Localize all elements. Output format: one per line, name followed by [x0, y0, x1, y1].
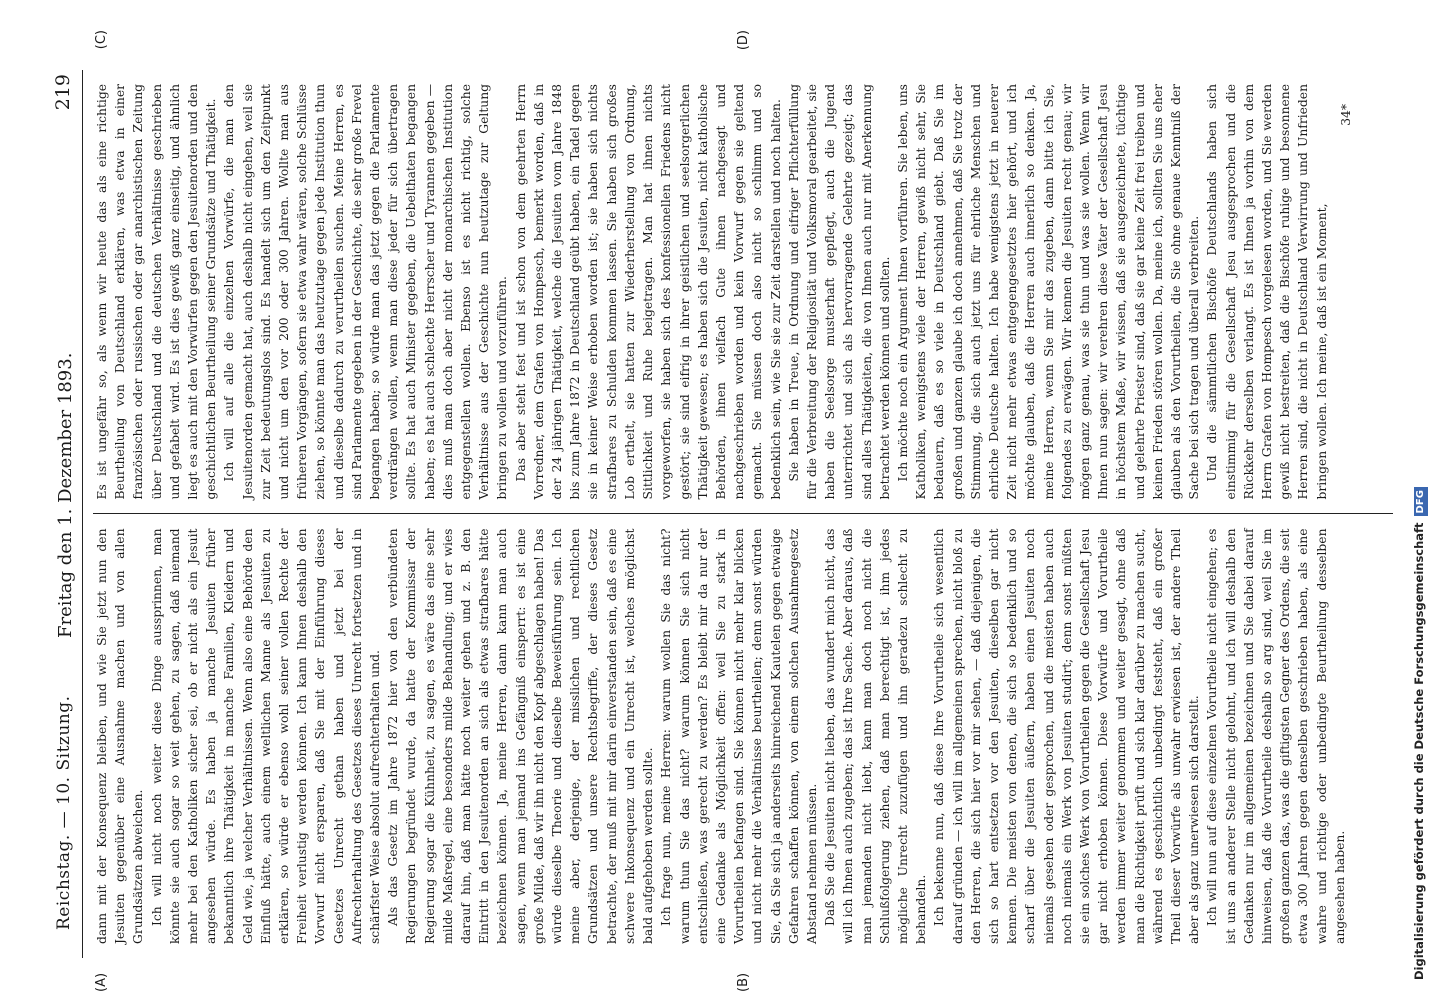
- paragraph: Daß Sie die Jesuiten nicht lieben, das wundert mich nicht, das will ich Ihnen auch zugeben; das ist Ihre Sache. Aber daraus, daß man jemanden nicht liebt, kann man doch noch nicht die Schlußfolgerung ziehen, daß man berechtigt ist, ihm jedes mögliche Unrecht zuzufügen und ihn geradezu schlecht zu behandeln.: [823, 528, 929, 944]
- paragraph: Das aber steht fest und ist schon von dem geehrten Herrn Vorredner, dem Grafen von Hompesch, bemerkt worden, daß in der 24 jährigen Thätigkeit, welche die Jesuiten vom Jahre 1848 bis zum Jahre 1872 in Deutschland geübt haben, ein Tadel gegen sie in keiner Weise erhoben worden ist; sie haben sich nichts strafbares zu Schulden kommen lassen. Sie haben sich großes Lob erthelt, sie hatten zur Wiederherstellung von Ordnung, Sittlichkeit und Ruhe beigetragen. Man hat ihnen nichts vorgeworfen, sie haben sich des konfessionellen Friedens nicht gestört; sie sind eifrig in ihrer geistlichen und seelsorgerlichen Thätigkeit gewesen; es haben sich die Jesuiten, nicht katholische Behörden, ihnen vielfach Gute ihnen nachgesagt und nachgeschrieben worden und kein Vorwurf gegen sie geltend gemacht. Sie müssen doch also nicht so schlimm und so bedenklich sein, wie Sie sie zur Zeit darstellen und noch halten.: [513, 84, 783, 500]
- paragraph: dann mit der Konsequenz bleiben, und wie Sie jetzt nun den Jesuiten gegenüber eine Ausnahme machen und von allen Grundsätzen abweichen.: [95, 528, 146, 944]
- margin-marker-b: (B): [736, 972, 751, 992]
- paragraph: Ich frage nun, meine Herren: warum wollen Sie das nicht? warum thun Sie das nicht? warum können Sie sich nicht entschließen, was gerecht zu werden? Es bleibt mir da nur der eine Gedanke als Möglichkeit offen: weil Sie zu stark in Vorurtheilen befangen sind. Sie können nicht mehr klar blicken und nicht mehr die Verhältnisse beurtheilen; denn sonst würden Sie, da Sie sich ja anderseits hinreichend Kautelen gegen etwaige Gefahren schaffen können, von einem solchen Ausnahmegesetz Abstand nehmen müssen.: [659, 528, 819, 944]
- paragraph: Und die sämmtlichen Bischöfe Deutschlands haben sich einstimmig für die Gesellschaft Jesu ausgesprochen und die Rückkehr derselben verlangt. Es ist Ihnen ja vorhin von dem Herrn Grafen von Hompesch vorgelesen worden, und Sie werden gewiß nicht bestreiten, daß die Bischöfe ruhige und besonnene Herren sind, die nicht in Deutschland Verwirrung und Unfrieden bringen wollen. Ich meine, daß ist ein Moment,: [1205, 84, 1329, 500]
- margin-marker-a: (A): [94, 972, 109, 992]
- paragraph: Ich bekenne nun, daß diese Ihre Vorurtheile sich wesentlich darauf gründen — ich will im allgemeinen sprechen, nicht bloß zu den Herren, die sich hier vor mir sehen, — daß diejenigen, die sich so hart entsetzen vor den Jesuiten, dieselben gar nicht kennen. Die meisten von denen, die sich so bedenklich und so scharf über die Jesuiten äußern, haben einen Jesuiten noch niemals gesehen oder gesprochen, und die meisten haben auch noch niemals ein Werk von Jesuiten studirt; denn sonst müßten sie ein solches Werk von Vorurtheilen gegen die Gesellschaft Jesu gar nicht erhoben können. Diese Vorwürfe und Vorurtheile werden immer weiter genommen und weiter gesagt, ohne daß man die Richtigkeit prüft und sich klar darüber zu machen sucht, während es geschichtlich unbedingt feststeht, daß ein großer Theil dieser Vorwürfe als unwahr erwiesen ist, der andere Theil aber als ganz unerwiesen sich darstellt.: [932, 528, 1202, 944]
- margin-marker-c: (C): [94, 30, 109, 50]
- page-header: [44, 70, 83, 958]
- signature-mark: 34*: [1338, 104, 1353, 126]
- left-column: [93, 515, 1393, 992]
- header-date: Freitag den 1. Dezember 1893.: [55, 352, 76, 638]
- digitization-sidebar: [1408, 20, 1430, 980]
- paragraph: Ich möchte noch ein Argument Ihnen vorführen. Sie leben, uns Katholiken, wenigstens viele der Herren, gewiß nicht sehr, Sie bedauern, daß es so viele in Deutschland giebt. Daß Sie im großen und ganzen glaube ich doch annehmen, daß Sie trotz der Stimmung, die sich auch jetzt uns für ehrliche Menschen und ehrliche Deutsche halten. Ich habe wenigstens jetzt in neuerer Zeit nicht mehr etwas entgegengesetztes hier gehört, und ich möchte glauben, daß die Herren auch innerlich so denken. Ja, meine Herren, wenn Sie mir das zugeben, dann bitte ich Sie, folgendes zu erwägen. Wir kennen die Jesuiten recht genau; wir mögen ganz genau, was sie thun und was sie wollen. Wenn wir Ihnen nun sagen: wir verehren diese Väter der Gesellschaft Jesu in höchstem Maße, wir wissen, daß sie ausgezeichnete, tüchtige und gelehrte Priester sind, daß sie gar keine Zeit frei treiben und keinen Frieden stören wollen. Da, meine ich, sollten Sie uns eher glauben als den Vorurtheilen, die Sie ohne genaue Kenntniß der Sache bei sich tragen und überall verbreiten.: [895, 84, 1202, 500]
- paragraph: Sie haben in Treue, in Ordnung und eifriger Pflichterfüllung für die Verbreitung der Religiosität und Volksmoral gearbeitet, sie haben die Seelsorge musterhaft gepflegt, auch die Jugend unterrichtet und sich als hervorragende Gelehrte gezeigt; das sind alles Thätigkeiten, die von Ihnen auch nur mit Anerkennung betrachtet werden können und sollten.: [786, 84, 892, 500]
- right-column: [93, 30, 1393, 515]
- digitization-note: [1408, 20, 1430, 980]
- margin-marker-d: (D): [736, 30, 751, 51]
- digitization-text: Digitalisierung gefördert durch die Deutsche Forschungsgemeinschaft: [1412, 522, 1426, 980]
- paragraph: Ich will nicht noch weiter diese Dinge aussprinnen, man könnte sie auch sogar so weit gehen, zu sagen, daß niemand mehr bei den Katholiken sicher sei, ob er nicht als ein Jesuit angesehen würde. Es haben ja manche Jesuiten früher bekanntlich ihre Thätigkeit in manche Familien, Kleidern und Geld wie, ja welcher Verhältnissen. Wenn also eine Behörde den Einfluß hätte, auch einem weltlichen Manne als Jesuiten zu erklären, so würde er ebenso wohl seiner vollen Rechte der Freiheit verlustig werden können. Ich kann Ihnen deshalb den Vorwurf nicht ersparen, daß Sie mit der Einführung dieses Gesetzes Unrecht gethan haben und jetzt bei der Aufrechterhaltung des Gesetzes dieses Unrecht fortsetzen und in schärfster Weise absolut aufrechterhalten und.: [149, 528, 383, 944]
- header-left: Reichstag. — 10. Sitzung.: [54, 695, 74, 930]
- paragraph: Es ist ungefähr so, als wenn wir heute das als eine richtige Beurtheilung von Deutschland erklären, was etwa in einer französischen oder russischen oder gar anarchistischen Zeitung über Deutschland und die deutschen Verhältnisse geschrieben und gefabelt wird. Es ist dies gewiß ganz einseitig, und ähnlich liegt es auch mit den Vorwürfen gegen den Jesuitenorden und den geschichtlichen Beurtheilung seiner Grundsätze und Thätigkeit.: [95, 84, 219, 500]
- page-number: 219: [52, 74, 74, 111]
- text-columns: [93, 30, 1393, 992]
- paragraph: Ich will auf alle die einzelnen Vorwürfe, die man den Jesuitenorden gemacht hat, auch deshalb nicht eingehen, weil sie zur Zeit bedeutungslos sind. Es handelt sich um den Zeitpunkt und nicht um den vor 200 oder 300 Jahren. Wollte man aus früheren Vorgängen, sofern sie etwa wahr wären, solche Schlüsse ziehen, so könnte man das heutzutage gegen jede Institution thun und dieselbe dadurch zu verurtheilen suchen. Meine Herren, es sind Parlamente gegeben in der Geschichte, die sehr große Frevel begangen haben; so würde man das jetzt gegen die Parlamente verdrängen wollen, wenn man diese jeder für sich übertragen sollte. Es hat auch Minister gegeben, die Uebelthaten begangen haben; es hat auch schlechte Herrscher und Tyrannen gegeben — dies muß man doch aber nicht der monarchischen Institution entgegenstellen wollen. Ebenso ist es nicht richtig, solche Verhältnisse aus der Geschichte nun heutzutage zur Geltung bringen zu wollen und vorzuführen.: [222, 84, 510, 500]
- dfg-logo: DFG: [1414, 487, 1428, 516]
- paragraph: Ich will nun auf diese einzelnen Vorurtheile nicht eingehen; es ist uns an anderer Stelle nicht gelohnt, und ich will deshalb den Gedanken nur im allgemeinen bezeichnen und Sie dabei darauf hinweisen, daß die Vorurtheile deshalb so arg sind, weil Sie im großen ganzen das, was die giftigsten Gegner des Ordens, die seit etwa 300 Jahren gegen denselben geschrieben haben, als eine wahre und richtige oder unbedingte Beurtheilung desselben angesehen haben.: [1205, 528, 1347, 944]
- paragraph: Als das Gesetz im Jahre 1872 hier von den verbündeten Regierungen begründet wurde, da hatte der Kommissar der Regierung sogar die Kühnheit, zu sagen, es wäre das eine sehr milde Maßregel, eine besonders milde Behandlung; und er wies darauf hin, daß man hätte noch weiter gehen und z. B. den Eintritt in den Jesuitenorden an sich als etwas strafbares hätte bezeichnen können. Ja, meine Herren, dann kann man auch sagen, wenn man jemand ins Gefängniß einsperrt: es ist eine große Milde, daß wir ihn nicht den Kopf abgeschlagen haben! Das würde dieselbe Theorie und dieselbe Beweisführung sein. Ich meine aber, derjenige, der misslichen und rechtlichen Grundsätzen und unsere Rechtsbegriffe, der dieses Gesetz betrachte, der muß mit mir darin einverstanden sein, daß es eine schwere Inkonsequenz und ein Unrecht ist, welches möglichst bald aufgehoben werden sollte.: [386, 528, 656, 944]
